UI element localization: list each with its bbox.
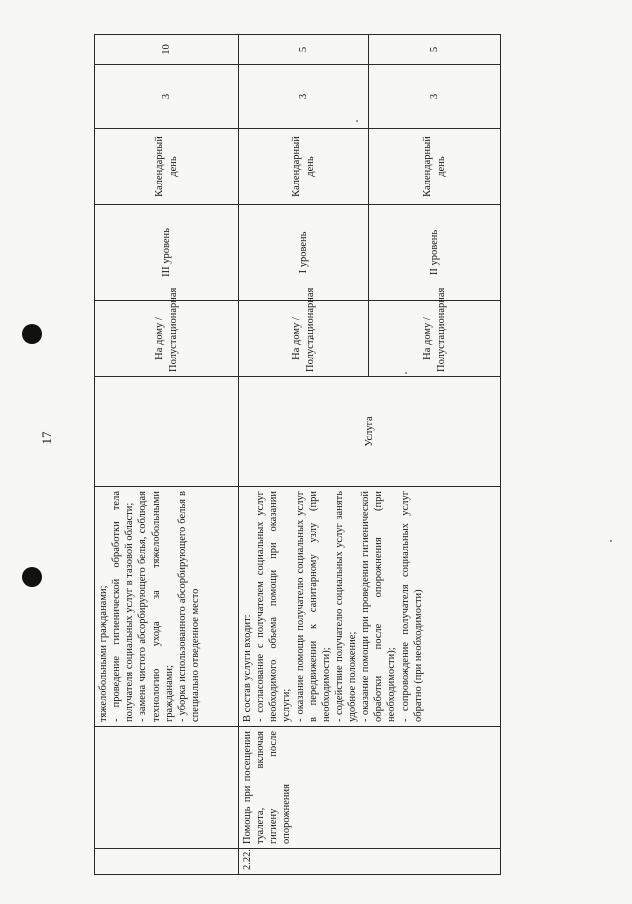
description-line: - согласование с получателем социальных услуг необходимого объема помощи при оказании услуги; [255,491,293,722]
table-row [95,35,239,875]
page-number: 17 [39,431,54,445]
row-number-cell: 2.22. [239,849,501,875]
table-row [239,35,369,875]
count-cell: 3 [369,65,501,129]
description-line: - уборка использованного абсорбирующего белья в специально отведенное место [176,491,201,722]
service-form-cell: На дому / Полустационарная [369,301,501,377]
services-table [94,34,501,875]
services-table-wrapper [94,35,500,875]
service-description-cell [95,487,239,727]
punch-hole-bottom [22,567,42,587]
service-level-cell: I уровень [239,205,369,301]
punch-hole-top [22,324,42,344]
unit-cell: Календарный день [95,129,239,205]
description-line: - сопровождение получателя социальных услуг обратно (при необходимости) [399,491,424,722]
description-line: - оказание помощи получателю социальных услуг в передвижении к санитарному узлу (при необходимости); [294,491,332,722]
service-level-cell: II уровень [369,205,501,301]
service-name-cell [95,727,239,849]
count-cell: 3 [239,65,369,129]
service-name-cell: Помощь при посещении туалета, включая гигиену после опорожнения [239,727,501,849]
service-type-cell [95,377,239,487]
description-line: тяжелобольными гражданами; [98,585,109,722]
unit-cell: Календарный день [239,129,369,205]
service-description-cell [239,487,501,727]
row-number-cell [95,849,239,875]
count-cell: 3 [95,65,239,129]
unit-cell: Календарный день [369,129,501,205]
service-form-cell: На дому / Полустационарная [239,301,369,377]
service-type-cell: Услуга [239,377,501,487]
service-level-cell: III уровень [95,205,239,301]
description-line: - замена чистого абсорбирующего белья, соблюдая технологию ухода за тяжелобольными гражданами; [137,491,175,722]
description-line: В состав услуги входит: [242,614,253,722]
description-line: - проведение гигиенической обработки тела получателя социальных услуг в тазовой области; [111,491,136,722]
norm-cell: 10 [95,35,239,65]
paper-speck [610,540,612,542]
description-line: - содействие получателю социальных услуг занять удобное положение; [333,491,358,722]
service-form-cell: На дому / Полустационарная [95,301,239,377]
description-line: - оказание помощи при проведении гигиенической обработки после опорожнения (при необходимости); [360,491,398,722]
norm-cell: 5 [239,35,369,65]
norm-cell: 5 [369,35,501,65]
